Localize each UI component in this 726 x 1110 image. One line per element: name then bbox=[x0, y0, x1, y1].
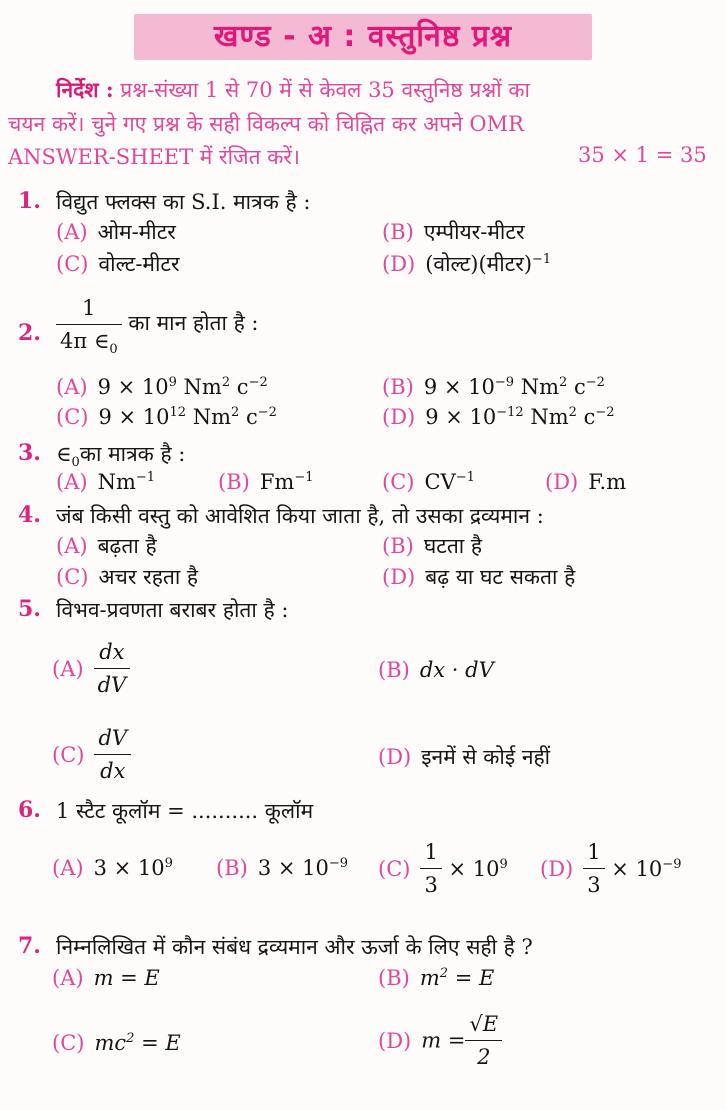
question-text: विद्युत फ्लक्स का S.I. मात्रक है : bbox=[56, 190, 311, 214]
option-a[interactable]: (A) $3 \times 10^9$ bbox=[52, 856, 173, 880]
question-text: निम्नलिखित में कौन संबंध द्रव्यमान और ऊर्जा के लिए सही है ? bbox=[56, 935, 533, 959]
instructions-line-3: ANSWER-SHEET में रंजित करें। bbox=[8, 145, 300, 169]
instructions-line-1: निर्देश : प्रश्न-संख्या 1 से 70 में से केवल 35 वस्तुनिष्ठ प्रश्नों का bbox=[56, 77, 530, 102]
option-a[interactable]: (A) ओम-मीटर bbox=[56, 220, 176, 244]
option-b[interactable]: (B) $3 \times 10^{-9}$ bbox=[216, 856, 349, 880]
question-number: 6. bbox=[18, 797, 41, 823]
marks-scheme: 35 × 1 = 35 bbox=[578, 143, 707, 167]
option-d[interactable]: (D) (वोल्ट)(मीटर)$^{-1}$ bbox=[382, 252, 552, 276]
instructions-label: निर्देश : bbox=[56, 77, 114, 102]
option-d[interactable]: (D) F.m bbox=[545, 470, 627, 494]
question-text: विभव-प्रवणता बराबर होता है : bbox=[56, 598, 289, 622]
option-c[interactable]: (C) $\frac{1}{3}$ × $10^9$ bbox=[378, 836, 508, 901]
option-b[interactable]: (B) $Fm^{-1}$ bbox=[218, 470, 314, 494]
option-a[interactable]: (A) $\frac{dx}{dV}$ bbox=[52, 636, 130, 701]
option-c[interactable]: (C) $\frac{dV}{dx}$ bbox=[52, 722, 131, 787]
option-b[interactable]: (B) घटता है bbox=[382, 534, 483, 558]
question-text: 1 स्टैट कूलॉम = .......... कूलॉम bbox=[56, 799, 314, 823]
option-a[interactable]: (A) $9 \times 10^9$ Nm$^2$ $c^{-2}$ bbox=[56, 375, 268, 399]
question-number: 4. bbox=[18, 502, 41, 528]
option-c[interactable]: (C) $9 \times 10^{12}$ Nm$^2$ $c^{-2}$ bbox=[56, 405, 277, 429]
question-text: का मान होता है : bbox=[128, 311, 259, 335]
question-expression bbox=[56, 292, 259, 357]
question-number: 1. bbox=[18, 188, 41, 214]
option-a[interactable]: (A) m = E bbox=[52, 966, 160, 990]
option-b[interactable]: (B) एम्पीयर-मीटर bbox=[382, 220, 525, 244]
question-number: 7. bbox=[18, 933, 41, 959]
question-number: 5. bbox=[18, 596, 41, 622]
question-text: $\in_0का$ मात्रक है : bbox=[56, 442, 186, 471]
option-a[interactable]: (A) बढ़ता है bbox=[56, 534, 157, 558]
option-c[interactable]: (C) वोल्ट-मीटर bbox=[56, 252, 180, 276]
question-text: जंब किसी वस्तु को आवेशित किया जाता है, तो उसका द्रव्यमान : bbox=[56, 504, 544, 528]
question-number: 2. bbox=[18, 320, 41, 346]
option-d[interactable]: (D) m = $\frac{√E}{2}$ bbox=[378, 1008, 502, 1073]
option-c[interactable]: (C) $CV^{-1}$ bbox=[382, 470, 475, 494]
option-d[interactable]: (D) बढ़ या घट सकता है bbox=[382, 565, 576, 589]
option-b[interactable]: (B) $9 \times 10^{-9}$ Nm$^2$ $c^{-2}$ bbox=[382, 375, 605, 399]
fraction: $\frac{1}{4\pi \in_0}$ bbox=[56, 292, 122, 357]
option-c[interactable]: (C) $mc^2 = E$ bbox=[52, 1031, 181, 1055]
section-title: खण्ड - अ : वस्तुनिष्ठ प्रश्न bbox=[213, 19, 513, 54]
option-b[interactable]: (B) dx · dV bbox=[378, 658, 494, 682]
question-number: 3. bbox=[18, 440, 41, 466]
option-a[interactable]: (A) $Nm^{-1}$ bbox=[56, 470, 156, 494]
option-b[interactable]: (B) $m^2 = E$ bbox=[378, 966, 495, 990]
option-c[interactable]: (C) अचर रहता है bbox=[56, 565, 199, 589]
option-d[interactable]: (D) $9 \times 10^{-12}$ Nm$^2$ $c^{-2}$ bbox=[382, 405, 615, 429]
option-d[interactable]: (D) $\frac{1}{3}$ × $10^{-9}$ bbox=[540, 836, 681, 901]
option-d[interactable]: (D) इनमें से कोई नहीं bbox=[378, 745, 551, 769]
instructions-line-2: चयन करें। चुने गए प्रश्न के सही विकल्प को चिह्नित कर अपने OMR bbox=[8, 112, 524, 136]
